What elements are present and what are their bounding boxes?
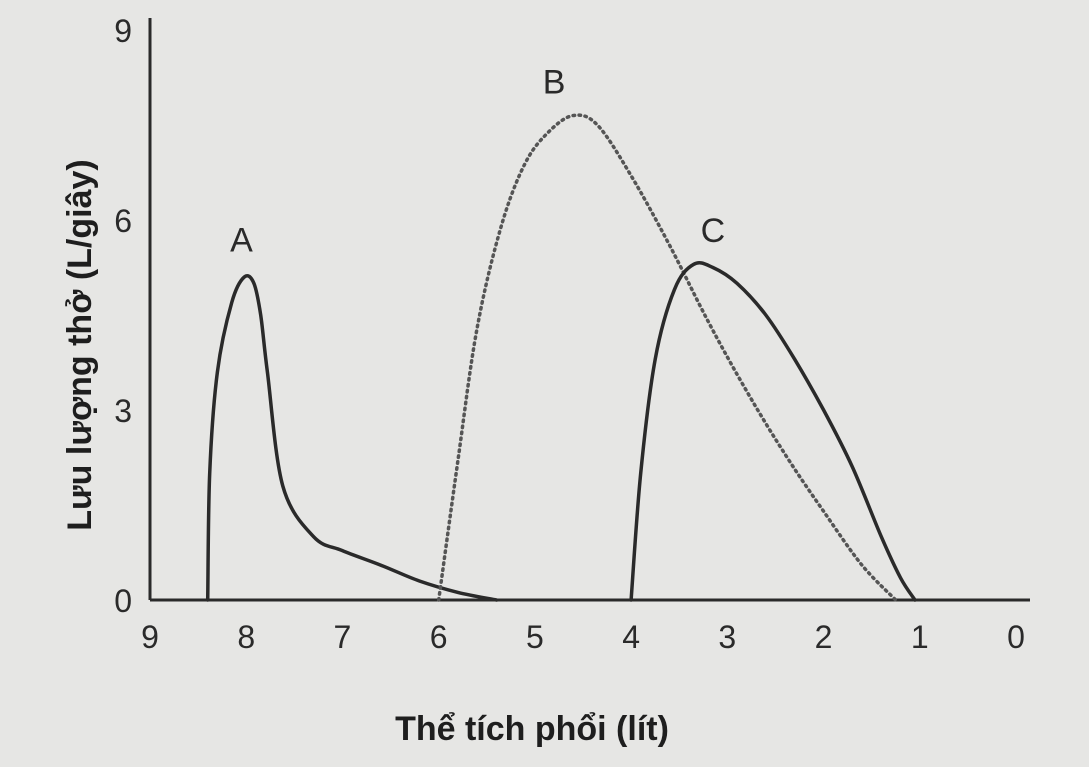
x-tick-label: 5 <box>525 619 544 655</box>
curve-label-b: B <box>542 63 566 102</box>
x-tick-label: 3 <box>718 619 737 655</box>
curve-label-a: A <box>230 221 253 260</box>
curve-label-c: C <box>700 212 726 251</box>
curve-labels <box>230 63 725 259</box>
x-tick-label: 8 <box>237 619 256 655</box>
y-axis-title: Lưu lượng thở (L/giây) <box>60 159 99 531</box>
x-tick-label: 2 <box>814 619 833 655</box>
y-tick-labels <box>114 13 132 619</box>
curve-a-line <box>208 276 497 600</box>
x-tick-label: 1 <box>910 619 929 655</box>
series-curves <box>208 115 915 600</box>
y-tick-label: 9 <box>114 13 132 49</box>
y-tick-label: 0 <box>114 583 132 619</box>
x-tick-label: 0 <box>1007 619 1025 655</box>
x-tick-labels <box>141 619 1025 655</box>
x-tick-label: 7 <box>333 619 352 655</box>
curve-c-line <box>631 263 915 600</box>
x-tick-label: 6 <box>429 619 448 655</box>
x-tick-label: 4 <box>622 619 641 655</box>
y-tick-label: 3 <box>114 393 132 429</box>
curve-b-line <box>439 115 896 600</box>
x-tick-label: 9 <box>141 619 159 655</box>
y-tick-label: 6 <box>114 203 132 239</box>
x-axis-title: Thể tích phổi (lít) <box>395 710 669 748</box>
